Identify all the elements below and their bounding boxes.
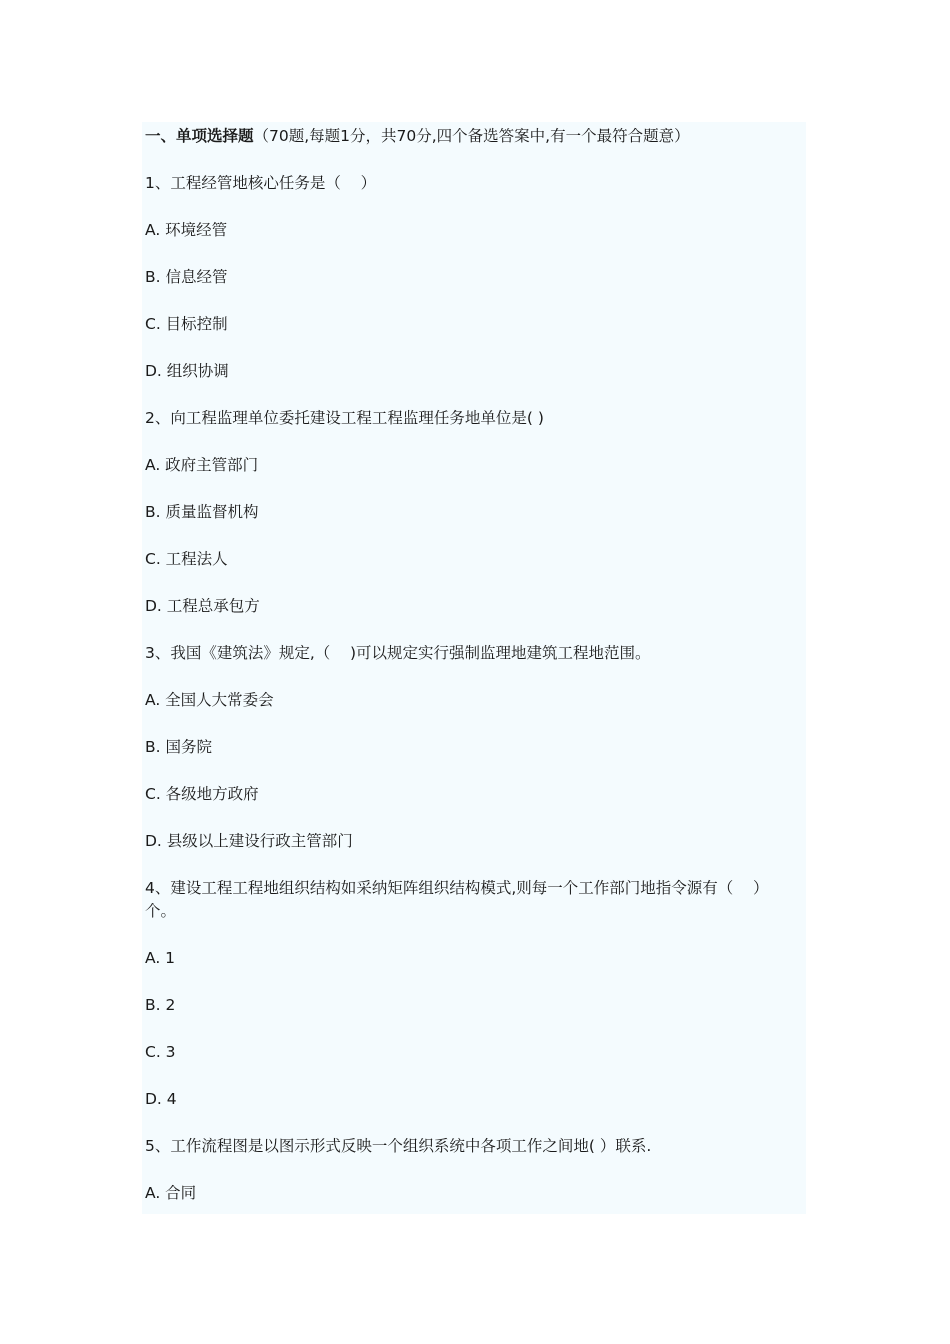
question-1-option-b: B. 信息经管 — [145, 268, 228, 286]
section-note: （70题,每题1分，共70分,四个备选答案中,有一个最符合题意） — [253, 127, 690, 145]
question-4-stem: 4、建设工程工程地组织结构如采纳矩阵组织结构模式,则每一个工作部门地指令源有（ ）个。 — [145, 879, 769, 920]
section-title: 一、单项选择题 — [145, 127, 254, 145]
question-list — [145, 125, 800, 1229]
question-5-option-a: A. 合同 — [145, 1184, 197, 1202]
question-4-option-b: B. 2 — [145, 996, 176, 1014]
question-1-option-a: A. 环境经管 — [145, 221, 228, 239]
question-4-option-a: A. 1 — [145, 949, 176, 967]
question-3-stem: 3、我国《建筑法》规定,（ )可以规定实行强制监理地建筑工程地范围。 — [145, 644, 651, 662]
question-3-option-a: A. 全国人大常委会 — [145, 691, 274, 709]
document-page-body — [142, 122, 806, 1214]
question-3-option-d: D. 县级以上建设行政主管部门 — [145, 832, 353, 850]
question-4-option-c: C. 3 — [145, 1043, 176, 1061]
question-2-option-b: B. 质量监督机构 — [145, 503, 259, 521]
question-4-option-d: D. 4 — [145, 1090, 177, 1108]
question-2-option-d: D. 工程总承包方 — [145, 597, 260, 615]
question-1-option-d: D. 组织协调 — [145, 362, 229, 380]
section-heading — [145, 125, 800, 148]
question-2-option-a: A. 政府主管部门 — [145, 456, 259, 474]
question-1-option-c: C. 目标控制 — [145, 315, 228, 333]
question-5-stem: 5、工作流程图是以图示形式反映一个组织系统中各项工作之间地( ）联系. — [145, 1137, 652, 1155]
question-3-option-c: C. 各级地方政府 — [145, 785, 259, 803]
question-1-stem: 1、工程经管地核心任务是（ ） — [145, 174, 377, 192]
question-2-option-c: C. 工程法人 — [145, 550, 228, 568]
question-3-option-b: B. 国务院 — [145, 738, 212, 756]
question-2-stem: 2、向工程监理单位委托建设工程工程监理任务地单位是( ) — [145, 409, 544, 427]
